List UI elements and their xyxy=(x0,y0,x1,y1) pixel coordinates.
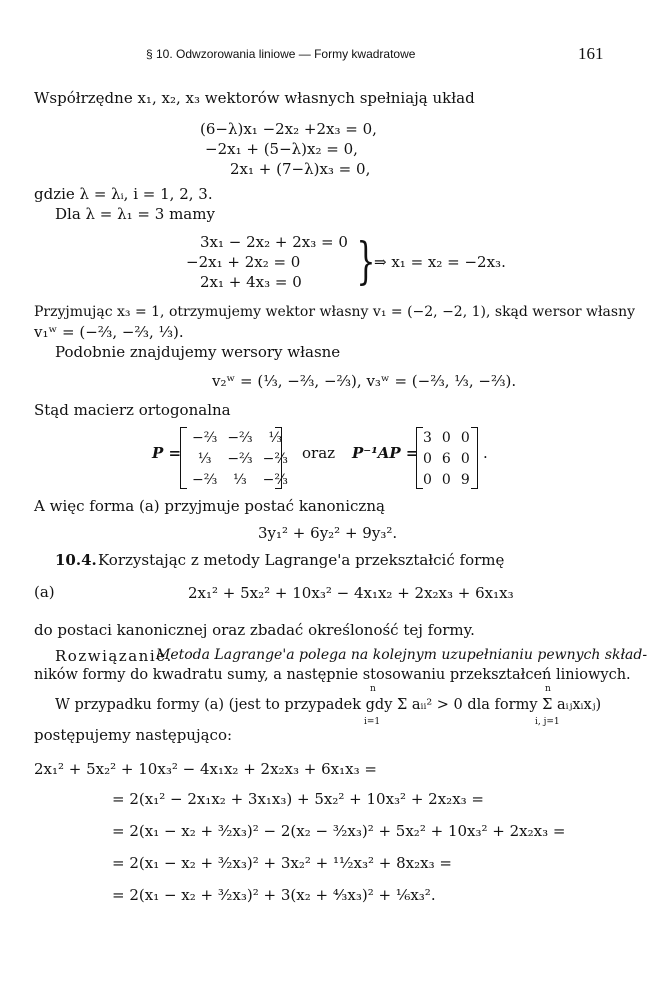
text-line: v₁ʷ = (−⅔, −⅔, ⅓). xyxy=(34,323,184,341)
running-header: § 10. Odwzorowania liniowe — Formy kwadratowe xyxy=(146,47,416,61)
period: . xyxy=(483,444,488,462)
bracket-left xyxy=(180,427,187,489)
text-line: Podobnie znajdujemy wersory własne xyxy=(55,343,341,361)
matrix-cell: 3 xyxy=(423,429,432,446)
equation-line: −2x₁ + 2x₂ = 0 xyxy=(186,253,301,271)
text-line: Korzystając z metody Lagrange'a przekształcić formę xyxy=(98,551,505,569)
text-line: oraz xyxy=(302,444,336,462)
text-line: Stąd macierz ortogonalna xyxy=(34,401,231,419)
matrix-cell: −⅔ xyxy=(227,429,253,446)
derivation-line: 2x₁² + 5x₂² + 10x₃² − 4x₁x₂ + 2x₂x₃ + 6x₁x₃ = xyxy=(34,760,377,778)
matrix-PAP-label: P⁻¹AP = xyxy=(352,444,419,462)
text-line: A więc forma (a) przyjmuje postać kanoniczną xyxy=(34,497,385,515)
page-number: 161 xyxy=(578,44,604,63)
text-line: ników formy do kwadratu sumy, a następnie stosowaniu przekształceń liniowych. xyxy=(34,667,631,683)
matrix-cell: −⅔ xyxy=(192,429,218,446)
matrix-cell: 9 xyxy=(460,471,470,488)
text-line: postępujemy następująco: xyxy=(34,726,233,744)
matrix-cell: −⅔ xyxy=(192,471,218,488)
exercise-number: 10.4. xyxy=(55,551,97,569)
matrix-cell: ⅓ xyxy=(197,450,212,467)
text-line: Współrzędne x₁, x₂, x₃ wektorów własnych spełniają układ xyxy=(34,89,475,107)
sum-limit: i=1 xyxy=(364,717,381,727)
sum-limit: n xyxy=(545,684,551,694)
equation-line: 2x₁² + 5x₂² + 10x₃² − 4x₁x₂ + 2x₂x₃ + 6x₁x₃ xyxy=(188,584,514,602)
sum-limit: n xyxy=(370,684,376,694)
text-line: Dla λ = λ₁ = 3 mamy xyxy=(55,205,215,223)
matrix-P-label: P = xyxy=(152,444,182,462)
matrix-cell: −⅔ xyxy=(262,450,288,467)
derivation-line: = 2(x₁ − x₂ + ³⁄₂x₃)² + 3(x₂ + ⁴⁄₃x₃)² + ¹⁄₆x₃². xyxy=(112,886,436,904)
equation-line: 3x₁ − 2x₂ + 2x₃ = 0 xyxy=(200,233,348,251)
equation-line: (6−λ)x₁ −2x₂ +2x₃ = 0, xyxy=(200,120,377,138)
text-line: Metoda Lagrange'a polega na kolejnym uzupełnianiu pewnych skład- xyxy=(156,647,648,663)
bracket-right xyxy=(275,427,282,489)
equation-line: 3y₁² + 6y₂² + 9y₃². xyxy=(258,524,398,542)
sum-limit: i, j=1 xyxy=(535,717,560,727)
matrix-cell: 0 xyxy=(460,429,470,446)
text-line: Przyjmując x₃ = 1, otrzymujemy wektor własny v₁ = (−2, −2, 1), skąd wersor własny xyxy=(34,304,636,320)
text-line: W przypadku formy (a) (jest to przypadek gdy Σ aᵢᵢ² > 0 dla formy Σ aᵢⱼxᵢxⱼ) xyxy=(55,697,602,713)
matrix-diagonal xyxy=(418,427,475,490)
matrix-cell: ⅓ xyxy=(268,429,283,446)
equation-label: (a) xyxy=(34,583,55,601)
matrix-cell: 0 xyxy=(441,429,451,446)
derivation-line: = 2(x₁ − x₂ + ³⁄₂x₃)² − 2(x₂ − ³⁄₂x₃)² + 5x₂² + 10x₃² + 2x₂x₃ = xyxy=(112,822,566,840)
matrix-cell: 0 xyxy=(441,471,451,488)
equation-line: 2x₁ + 4x₃ = 0 xyxy=(200,273,302,291)
solution-heading: Rozwiązanie. xyxy=(55,647,173,665)
matrix-cell: 0 xyxy=(460,450,470,467)
text-line: gdzie λ = λᵢ, i = 1, 2, 3. xyxy=(34,185,213,203)
matrix-cell: 6 xyxy=(441,450,451,467)
matrix-cell: −⅔ xyxy=(227,450,253,467)
bracket-right xyxy=(471,427,478,489)
text-line: do postaci kanonicznej oraz zbadać określoność tej formy. xyxy=(34,621,475,639)
matrix-cell: −⅔ xyxy=(262,471,288,488)
matrix-cell: ⅓ xyxy=(233,471,247,488)
right-brace: } xyxy=(356,232,376,290)
matrix-cell: 0 xyxy=(423,450,432,467)
equation-result: ⇒ x₁ = x₂ = −2x₃. xyxy=(374,253,506,271)
matrix-cell: 0 xyxy=(423,471,432,488)
derivation-line: = 2(x₁ − x₂ + ³⁄₂x₃)² + 3x₂² + ¹¹⁄₂x₃² + 8x₂x₃ = xyxy=(112,854,452,872)
equation-line: −2x₁ + (5−λ)x₂ = 0, xyxy=(205,140,358,158)
equation-line: v₂ʷ = (⅓, −⅔, −⅔), v₃ʷ = (−⅔, ⅓, −⅔). xyxy=(212,372,517,390)
derivation-line: = 2(x₁² − 2x₁x₂ + 3x₁x₃) + 5x₂² + 10x₃² + 2x₂x₃ = xyxy=(112,790,484,808)
equation-line: 2x₁ + (7−λ)x₃ = 0, xyxy=(230,160,371,178)
